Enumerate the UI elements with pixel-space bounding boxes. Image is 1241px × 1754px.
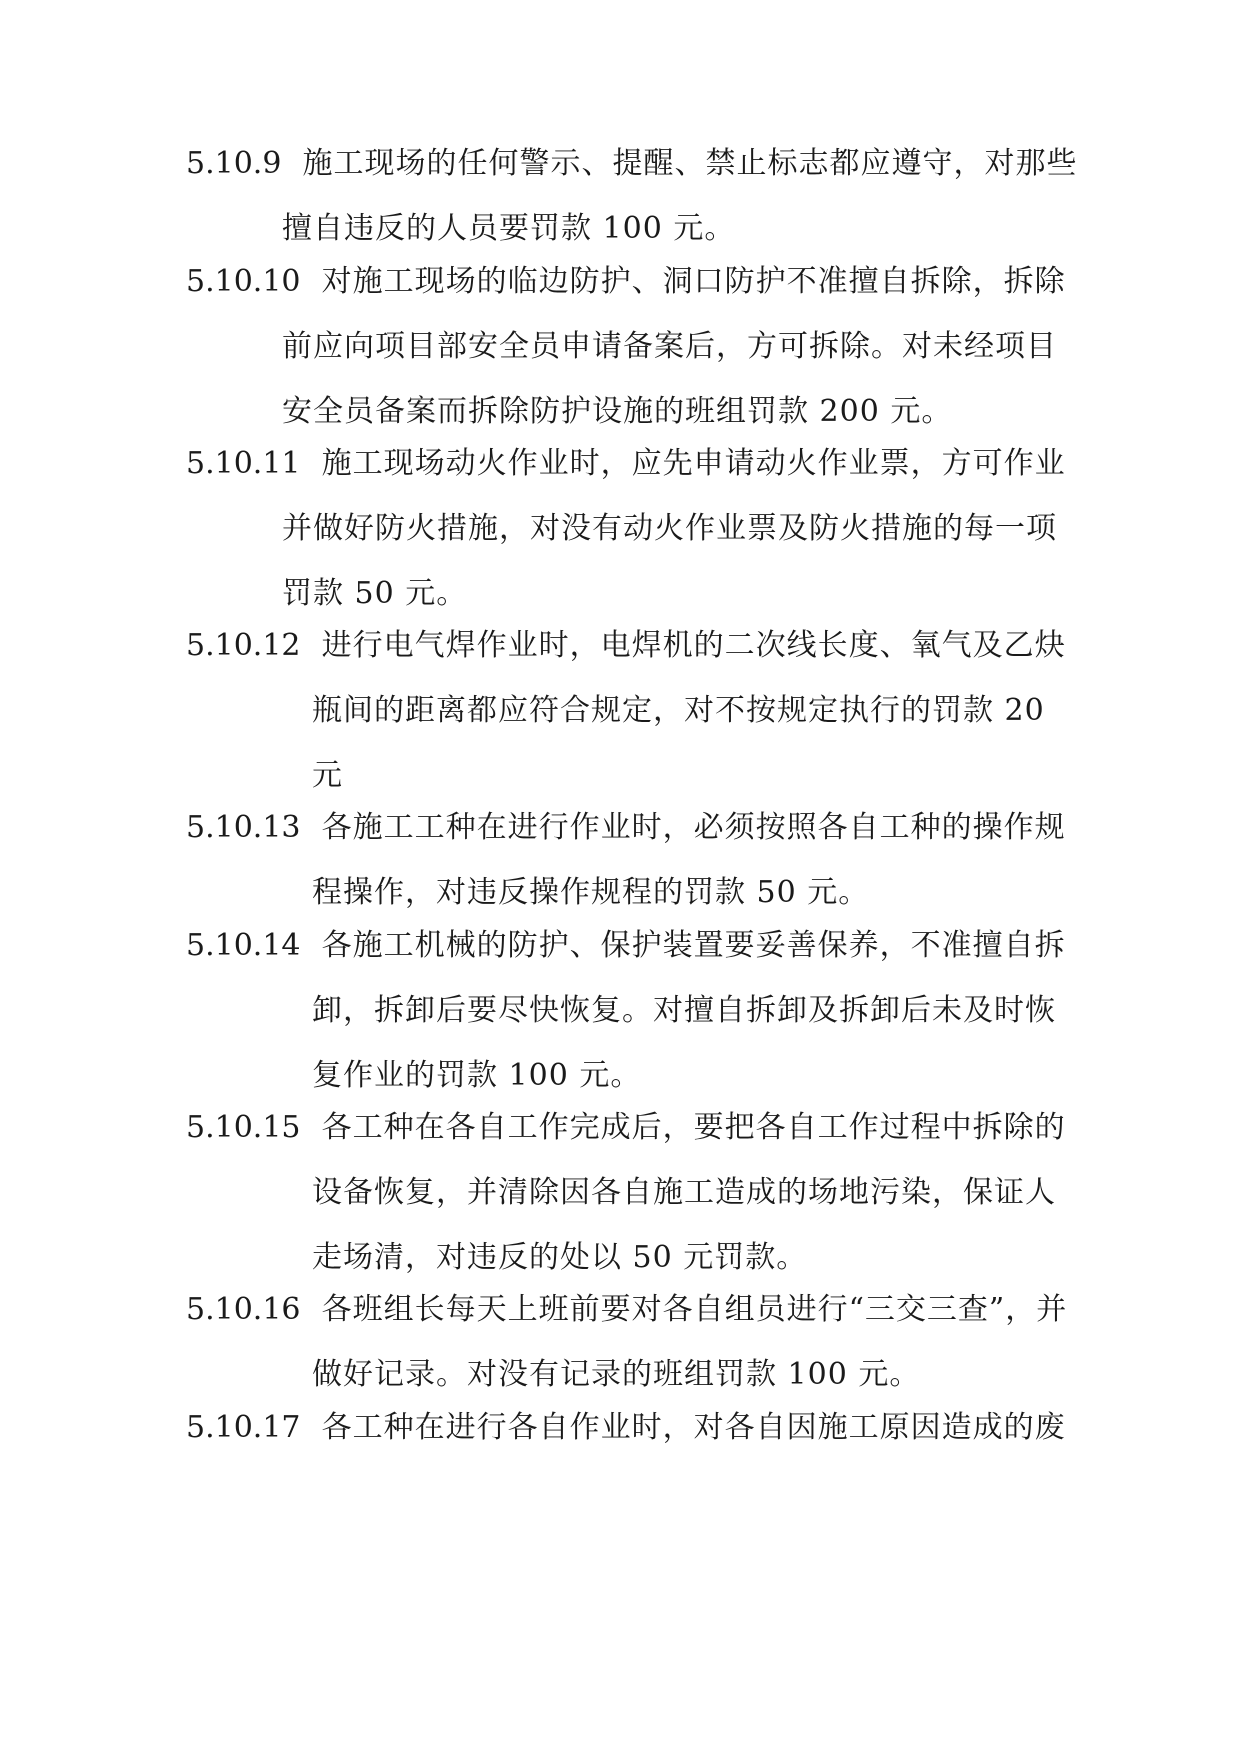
clause-number: 5.10.11: [186, 446, 301, 481]
clause-text: 卸，拆卸后要尽快恢复。对擅自拆卸及拆卸后未及时恢: [312, 993, 1056, 1028]
clause-text: 各工种在进行各自作业时，对各自因施工原因造成的废: [321, 1410, 1066, 1445]
clause-text: 对施工现场的临边防护、洞口防护不准擅自拆除，拆除: [321, 264, 1066, 299]
clause-text: 瓶间的距离都应符合规定，对不按规定执行的罚款 20: [312, 693, 1045, 728]
clause-first-line: [186, 1395, 1066, 1460]
clause-text: 安全员备案而拆除防护设施的班组罚款 200 元。: [282, 394, 953, 429]
clause-text: 进行电气焊作业时，电焊机的二次线长度、氧气及乙炔: [321, 628, 1066, 663]
clause-number: 5.10.12: [186, 628, 301, 663]
clause-text: 程操作，对违反操作规程的罚款 50 元。: [312, 875, 870, 910]
clause-5-10-12: [186, 613, 1066, 808]
clause-5-10-11: [186, 431, 1066, 626]
clause-5-10-10: [186, 249, 1066, 444]
clause-text: 罚款 50 元。: [282, 576, 468, 611]
clause-text: 复作业的罚款 100 元。: [312, 1058, 642, 1093]
clause-number: 5.10.10: [186, 264, 301, 299]
clause-text: 各工种在各自工作完成后，要把各自工作过程中拆除的: [321, 1110, 1066, 1145]
clause-number: 5.10.9: [186, 146, 282, 181]
clause-number: 5.10.17: [186, 1410, 301, 1445]
clause-text: 元: [312, 758, 343, 793]
clause-number: 5.10.14: [186, 928, 301, 963]
clause-text: 各班组长每天上班前要对各自组员进行“三交三查”，并: [321, 1292, 1068, 1327]
clause-first-line: [186, 1095, 1066, 1160]
clause-first-line: [186, 913, 1066, 978]
clause-text: 前应向项目部安全员申请备案后，方可拆除。对未经项目: [282, 329, 1057, 364]
clause-first-line: [186, 431, 1066, 496]
clause-text: 擅自违反的人员要罚款 100 元。: [282, 211, 736, 246]
clause-number: 5.10.13: [186, 810, 301, 845]
clause-5-10-15: [186, 1095, 1066, 1290]
clause-text: 设备恢复，并清除因各自施工造成的场地污染，保证人: [312, 1175, 1056, 1210]
clause-first-line: [186, 249, 1066, 314]
clause-5-10-16: [186, 1277, 1066, 1407]
clause-number: 5.10.15: [186, 1110, 301, 1145]
clause-text: 各施工机械的防护、保护装置要妥善保养，不准擅自拆: [321, 928, 1066, 963]
clause-text: 走场清，对违反的处以 50 元罚款。: [312, 1240, 808, 1275]
clause-5-10-13: [186, 795, 1066, 925]
clause-first-line: [186, 795, 1066, 860]
clause-5-10-14: [186, 913, 1066, 1108]
clause-text: 并做好防火措施，对没有动火作业票及防火措施的每一项: [282, 511, 1057, 546]
clause-text: 做好记录。对没有记录的班组罚款 100 元。: [312, 1357, 921, 1392]
clause-number: 5.10.16: [186, 1292, 301, 1327]
clause-5-10-9: [186, 131, 1078, 261]
clause-5-10-17: [186, 1395, 1066, 1460]
clause-first-line: [186, 131, 1078, 196]
clause-first-line: [186, 613, 1066, 678]
clause-text: 各施工工种在进行作业时，必须按照各自工种的操作规: [321, 810, 1066, 845]
clause-first-line: [186, 1277, 1066, 1342]
clause-text: 施工现场的任何警示、提醒、禁止标志都应遵守，对那些: [302, 146, 1078, 181]
clause-text: 施工现场动火作业时，应先申请动火作业票，方可作业: [321, 446, 1066, 481]
